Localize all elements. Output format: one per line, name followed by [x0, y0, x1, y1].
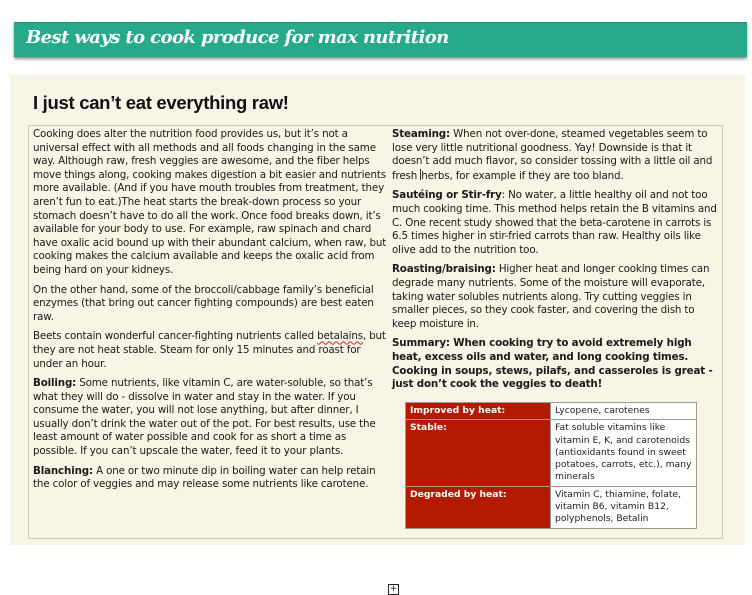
table-row — [406, 420, 697, 486]
intro-paragraph: Cooking does alter the nutrition food provides us, but it’s not a universal effect with all methods and all foods changing in the same way. Although raw, fresh veggies are awesome, and the fiber helps move things along, cooking makes digestion a bit easier and nutrients more available. (And if you have mouth troubles from treatment, they aren’t fun to eat.)The heat starts the break-down process so your stomach doesn’t have to do all the work. Once food breaks down, it’s available for your body to use. For example, raw spinach and chard have oxalic acid bound up with their abundant calcium, when raw, but cooking makes the calcium available and keeps the oxalic acid from being hard on your kidneys. — [33, 128, 387, 276]
blanching-paragraph — [33, 465, 387, 492]
summary-text: Summary: When cooking try to avoid extremely high heat, excess oils and water, and long cooking times. Cooking in soups, stews, pilafs, and casseroles is great - just don’t cook the veggies to death! — [392, 337, 713, 391]
boiling-text: Some nutrients, like vitamin C, are water-soluble, so that’s what they will do - dissolve in water and stay in the water. If you consume the water, you will not lose anything, but after dinner, I usually don’t drink the water out of the pot. For best results, use the least amount of water possible and cook for as short a time as possible. If you can’t upscale the water, feed it to your plants. — [33, 377, 376, 458]
table-key-cell: Stable: — [406, 420, 551, 486]
banner-title: Best ways to cook produce for max nutrition — [26, 27, 449, 48]
section-heading: I just can’t eat everything raw! — [33, 92, 289, 113]
misspelled-word[interactable]: betalains — [317, 330, 363, 343]
steaming-text-a: When not over-done, steamed vegetables seem to lose very little nutritional goodness. Yay! Downside is that it doesn’t add much flavor, so consider tossing with a little oil and fresh — [392, 128, 713, 182]
roasting-paragraph — [392, 263, 720, 331]
boiling-label: Boiling: — [33, 377, 77, 390]
roasting-label: Roasting/braising: — [392, 263, 496, 276]
content-panel — [10, 75, 745, 594]
heat-effects-table — [405, 402, 697, 529]
beets-text-pre: Beets contain wonderful cancer-fighting nutrients called — [33, 330, 318, 343]
table-key-cell: Improved by heat: — [406, 403, 551, 420]
table-value-cell: Vitamin C, thiamine, folate, vitamin B6, vitamin B12, polyphenols, Betalin — [551, 486, 697, 528]
table-value-cell: Lycopene, carotenes — [551, 403, 697, 420]
steaming-text-b: herbs, for example if they are too bland. — [421, 169, 624, 182]
enzymes-paragraph: On the other hand, some of the broccoli/cabbage family’s beneficial enzymes (that bring out cancer fighting compounds) are best eaten raw. — [33, 283, 374, 323]
roasting-text: Higher heat and longer cooking times can degrade many nutrients. Some of the moisture will evaporate, taking water solubles nutrients along. Try cutting veggies in smaller pieces, so they cook faster, and covering the dish to keep moisture in. — [392, 263, 710, 330]
left-column — [33, 128, 387, 498]
summary-paragraph — [392, 337, 720, 391]
title-banner — [14, 22, 747, 57]
table-row — [406, 403, 697, 420]
plus-box-icon[interactable]: + — [389, 584, 398, 594]
saute-label: Sautéing or Stir-fry — [392, 189, 502, 202]
beets-paragraph — [33, 330, 387, 371]
table-row — [406, 486, 697, 528]
right-column — [392, 128, 720, 398]
saute-paragraph — [392, 189, 720, 257]
steaming-label: Steaming: — [392, 128, 450, 140]
blanching-text: A one or two minute dip in boiling water can help retain the color of veggies and may release some nutrients like carotene. — [33, 464, 376, 491]
saute-text: : No water, a little healthy oil and not too much cooking time. This method helps retain the B vitamins and C. One recent study showed that the beta-carotene in carrots is 6.5 times higher in stir-fried carrots than raw. Healthy oils like olive add to the nutrition too. — [392, 189, 717, 256]
boiling-paragraph — [33, 377, 387, 459]
steaming-paragraph — [392, 128, 720, 183]
table-key-cell: Degraded by heat: — [406, 486, 551, 528]
blanching-label: Blanching: — [33, 464, 93, 477]
beets-text-post: , but they are not heat stable. Steam for only 15 minutes and roast for under an hour. — [33, 330, 386, 370]
table-value-cell: Fat soluble vitamins like vitamin E, K, and carotenoids (antioxidants found in sweet potatoes, carrots, etc.), many minerals — [551, 420, 697, 486]
text-box[interactable] — [28, 125, 723, 594]
